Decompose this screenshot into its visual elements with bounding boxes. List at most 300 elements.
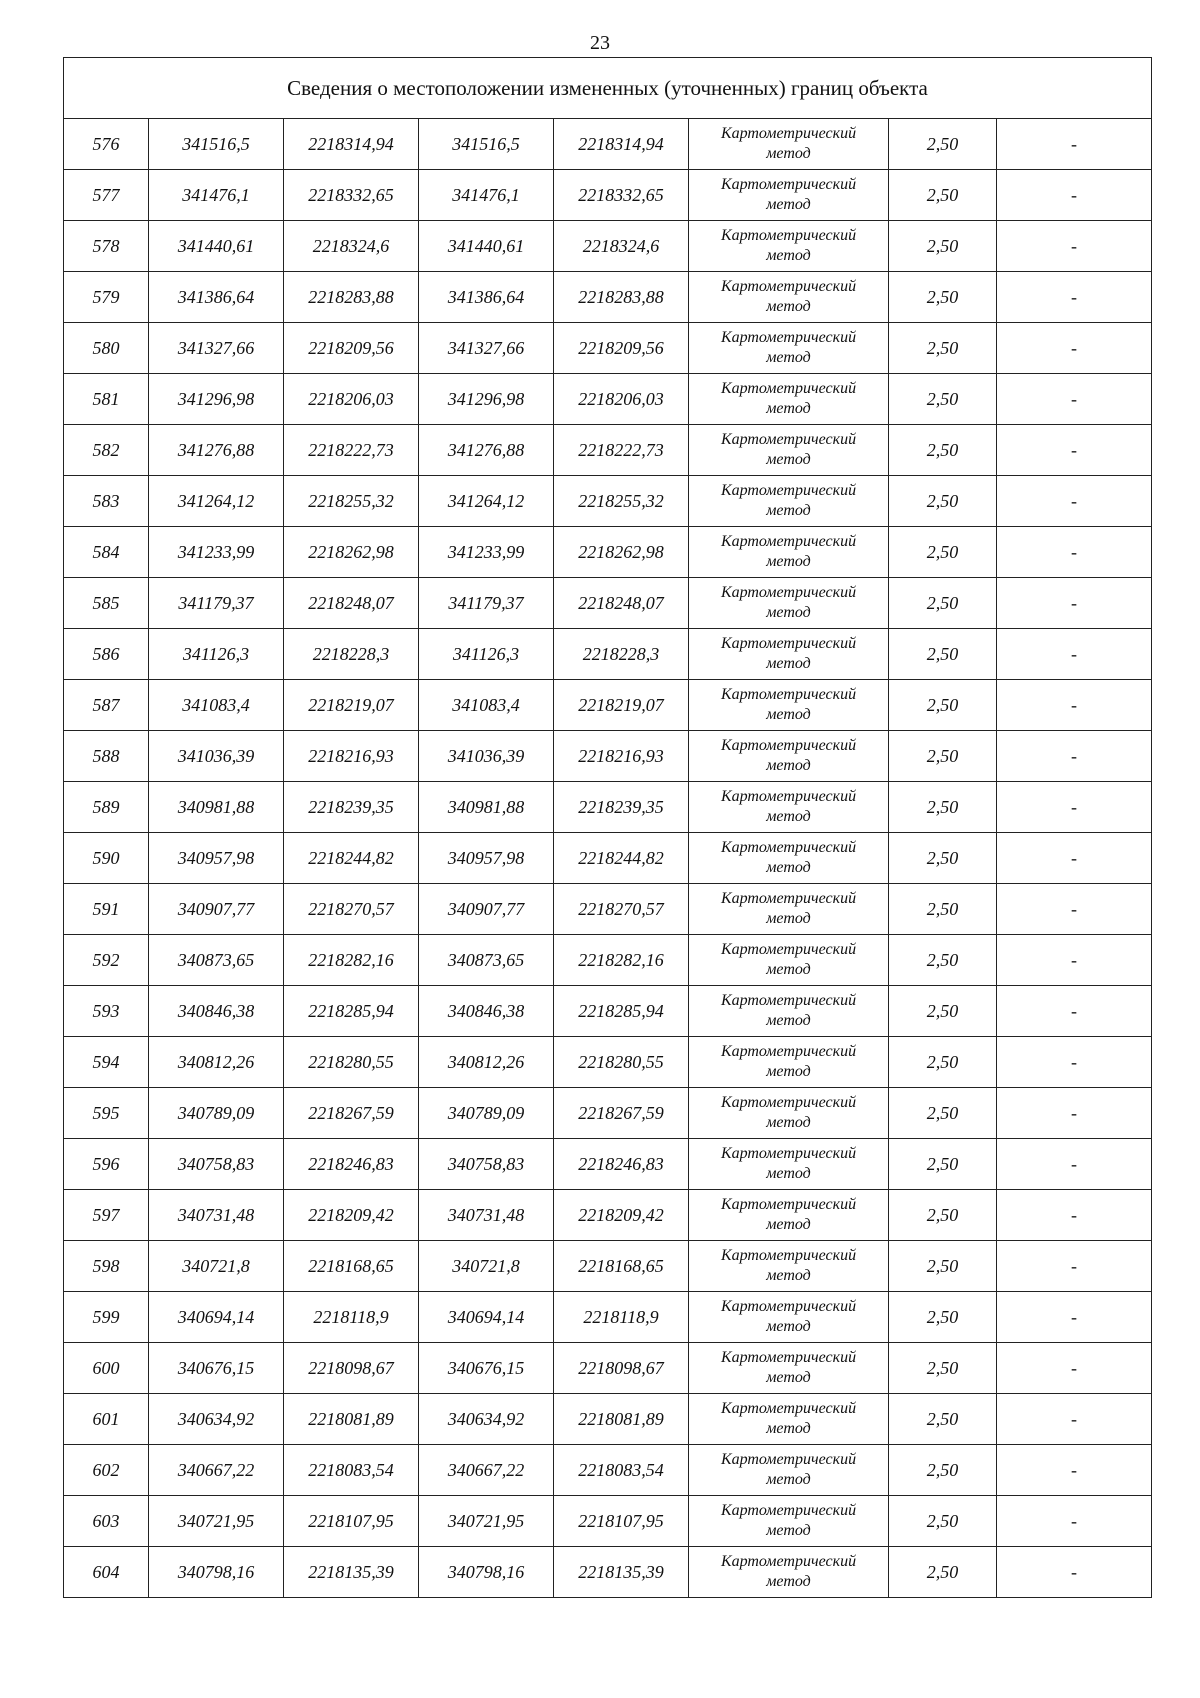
existing-x-cell: 340721,95 xyxy=(149,1496,284,1547)
refined-y-cell: 2218083,54 xyxy=(554,1445,689,1496)
point-number-cell: 578 xyxy=(64,221,149,272)
accuracy-cell: 2,50 xyxy=(889,1547,997,1598)
existing-y-cell: 2218206,03 xyxy=(284,374,419,425)
existing-y-cell: 2218083,54 xyxy=(284,1445,419,1496)
boundary-coordinates-table xyxy=(63,57,1152,1598)
method-line-1: Картометрический xyxy=(720,1349,857,1366)
point-number-cell: 602 xyxy=(64,1445,149,1496)
point-number-cell: 589 xyxy=(64,782,149,833)
method-line-2: метод xyxy=(766,655,811,672)
accuracy-cell: 2,50 xyxy=(889,629,997,680)
method-line-2: метод xyxy=(766,502,811,519)
method-line-2: метод xyxy=(766,808,811,825)
method-line-1: Картометрический xyxy=(720,380,857,397)
refined-x-cell: 341440,61 xyxy=(419,221,554,272)
table-row xyxy=(64,986,1152,1037)
method-line-1: Картометрический xyxy=(720,533,857,550)
refined-x-cell: 341036,39 xyxy=(419,731,554,782)
method-line-1: Картометрический xyxy=(720,125,857,142)
method-line-1: Картометрический xyxy=(720,1400,857,1417)
method-cell xyxy=(689,272,889,323)
existing-x-cell: 341083,4 xyxy=(149,680,284,731)
refined-y-cell: 2218255,32 xyxy=(554,476,689,527)
refined-y-cell: 2218135,39 xyxy=(554,1547,689,1598)
accuracy-cell: 2,50 xyxy=(889,833,997,884)
accuracy-cell: 2,50 xyxy=(889,986,997,1037)
point-number-cell: 586 xyxy=(64,629,149,680)
refined-x-cell: 341126,3 xyxy=(419,629,554,680)
table-row xyxy=(64,374,1152,425)
existing-y-cell: 2218107,95 xyxy=(284,1496,419,1547)
table-row xyxy=(64,1547,1152,1598)
method-cell xyxy=(689,731,889,782)
table-row xyxy=(64,578,1152,629)
accuracy-cell: 2,50 xyxy=(889,731,997,782)
method-line-2: метод xyxy=(766,910,811,927)
existing-x-cell: 340676,15 xyxy=(149,1343,284,1394)
refined-y-cell: 2218209,56 xyxy=(554,323,689,374)
method-line-2: метод xyxy=(766,1063,811,1080)
method-line-2: метод xyxy=(766,1420,811,1437)
method-cell xyxy=(689,986,889,1037)
refined-x-cell: 341296,98 xyxy=(419,374,554,425)
method-cell xyxy=(689,119,889,170)
method-line-1: Картометрический xyxy=(720,1451,857,1468)
table-row xyxy=(64,1088,1152,1139)
point-number-cell: 581 xyxy=(64,374,149,425)
description-cell: - xyxy=(997,1496,1152,1547)
existing-x-cell: 340789,09 xyxy=(149,1088,284,1139)
method-line-2: метод xyxy=(766,757,811,774)
description-cell: - xyxy=(997,1190,1152,1241)
method-cell xyxy=(689,833,889,884)
refined-x-cell: 340667,22 xyxy=(419,1445,554,1496)
refined-x-cell: 341327,66 xyxy=(419,323,554,374)
refined-y-cell: 2218285,94 xyxy=(554,986,689,1037)
description-cell: - xyxy=(997,1445,1152,1496)
accuracy-cell: 2,50 xyxy=(889,1241,997,1292)
existing-y-cell: 2218244,82 xyxy=(284,833,419,884)
method-cell xyxy=(689,1139,889,1190)
method-cell xyxy=(689,1394,889,1445)
table-row xyxy=(64,1394,1152,1445)
refined-x-cell: 340634,92 xyxy=(419,1394,554,1445)
method-line-2: метод xyxy=(766,1369,811,1386)
method-cell xyxy=(689,1241,889,1292)
existing-x-cell: 341036,39 xyxy=(149,731,284,782)
accuracy-cell: 2,50 xyxy=(889,1190,997,1241)
existing-y-cell: 2218332,65 xyxy=(284,170,419,221)
point-number-cell: 580 xyxy=(64,323,149,374)
existing-x-cell: 341516,5 xyxy=(149,119,284,170)
table-row xyxy=(64,629,1152,680)
method-line-2: метод xyxy=(766,1114,811,1131)
refined-y-cell: 2218081,89 xyxy=(554,1394,689,1445)
refined-x-cell: 341179,37 xyxy=(419,578,554,629)
method-line-2: метод xyxy=(766,1318,811,1335)
point-number-cell: 594 xyxy=(64,1037,149,1088)
accuracy-cell: 2,50 xyxy=(889,476,997,527)
description-cell: - xyxy=(997,833,1152,884)
description-cell: - xyxy=(997,527,1152,578)
method-line-2: метод xyxy=(766,196,811,213)
method-line-2: метод xyxy=(766,247,811,264)
existing-x-cell: 341264,12 xyxy=(149,476,284,527)
existing-y-cell: 2218239,35 xyxy=(284,782,419,833)
refined-y-cell: 2218244,82 xyxy=(554,833,689,884)
refined-x-cell: 340694,14 xyxy=(419,1292,554,1343)
refined-x-cell: 341476,1 xyxy=(419,170,554,221)
table-row xyxy=(64,527,1152,578)
method-cell xyxy=(689,1343,889,1394)
existing-y-cell: 2218262,98 xyxy=(284,527,419,578)
refined-x-cell: 341276,88 xyxy=(419,425,554,476)
method-cell xyxy=(689,221,889,272)
accuracy-cell: 2,50 xyxy=(889,272,997,323)
refined-x-cell: 341264,12 xyxy=(419,476,554,527)
table-row xyxy=(64,476,1152,527)
point-number-cell: 599 xyxy=(64,1292,149,1343)
existing-x-cell: 341327,66 xyxy=(149,323,284,374)
existing-x-cell: 340873,65 xyxy=(149,935,284,986)
table-caption: Сведения о местоположении измененных (уточненных) границ объекта xyxy=(64,58,1152,119)
point-number-cell: 603 xyxy=(64,1496,149,1547)
method-line-2: метод xyxy=(766,451,811,468)
existing-x-cell: 341476,1 xyxy=(149,170,284,221)
table-row xyxy=(64,1292,1152,1343)
existing-x-cell: 340667,22 xyxy=(149,1445,284,1496)
table-row xyxy=(64,221,1152,272)
refined-x-cell: 341233,99 xyxy=(419,527,554,578)
existing-y-cell: 2218324,6 xyxy=(284,221,419,272)
refined-x-cell: 341386,64 xyxy=(419,272,554,323)
refined-y-cell: 2218228,3 xyxy=(554,629,689,680)
method-line-2: метод xyxy=(766,1573,811,1590)
point-number-cell: 598 xyxy=(64,1241,149,1292)
method-line-2: метод xyxy=(766,553,811,570)
point-number-cell: 585 xyxy=(64,578,149,629)
existing-x-cell: 340957,98 xyxy=(149,833,284,884)
existing-x-cell: 341276,88 xyxy=(149,425,284,476)
table-row xyxy=(64,1343,1152,1394)
description-cell: - xyxy=(997,1292,1152,1343)
method-line-1: Картометрический xyxy=(720,890,857,907)
table-row xyxy=(64,119,1152,170)
refined-y-cell: 2218324,6 xyxy=(554,221,689,272)
existing-y-cell: 2218280,55 xyxy=(284,1037,419,1088)
refined-y-cell: 2218206,03 xyxy=(554,374,689,425)
accuracy-cell: 2,50 xyxy=(889,680,997,731)
existing-x-cell: 340758,83 xyxy=(149,1139,284,1190)
description-cell: - xyxy=(997,1394,1152,1445)
point-number-cell: 595 xyxy=(64,1088,149,1139)
accuracy-cell: 2,50 xyxy=(889,935,997,986)
method-line-1: Картометрический xyxy=(720,1043,857,1060)
refined-y-cell: 2218222,73 xyxy=(554,425,689,476)
existing-x-cell: 341126,3 xyxy=(149,629,284,680)
method-line-1: Картометрический xyxy=(720,686,857,703)
accuracy-cell: 2,50 xyxy=(889,1088,997,1139)
existing-y-cell: 2218135,39 xyxy=(284,1547,419,1598)
refined-x-cell: 340981,88 xyxy=(419,782,554,833)
method-line-1: Картометрический xyxy=(720,788,857,805)
method-line-1: Картометрический xyxy=(720,839,857,856)
method-cell xyxy=(689,476,889,527)
accuracy-cell: 2,50 xyxy=(889,221,997,272)
method-line-1: Картометрический xyxy=(720,1298,857,1315)
method-line-2: метод xyxy=(766,706,811,723)
refined-y-cell: 2218216,93 xyxy=(554,731,689,782)
method-line-2: метод xyxy=(766,1216,811,1233)
table-row xyxy=(64,884,1152,935)
existing-x-cell: 340812,26 xyxy=(149,1037,284,1088)
existing-y-cell: 2218098,67 xyxy=(284,1343,419,1394)
refined-y-cell: 2218282,16 xyxy=(554,935,689,986)
method-line-1: Картометрический xyxy=(720,1247,857,1264)
method-cell xyxy=(689,527,889,578)
method-cell xyxy=(689,1037,889,1088)
accuracy-cell: 2,50 xyxy=(889,1445,997,1496)
description-cell: - xyxy=(997,221,1152,272)
refined-y-cell: 2218168,65 xyxy=(554,1241,689,1292)
method-cell xyxy=(689,884,889,935)
method-cell xyxy=(689,1445,889,1496)
existing-y-cell: 2218168,65 xyxy=(284,1241,419,1292)
existing-x-cell: 340907,77 xyxy=(149,884,284,935)
method-line-1: Картометрический xyxy=(720,737,857,754)
refined-y-cell: 2218262,98 xyxy=(554,527,689,578)
accuracy-cell: 2,50 xyxy=(889,425,997,476)
existing-x-cell: 340981,88 xyxy=(149,782,284,833)
point-number-cell: 601 xyxy=(64,1394,149,1445)
existing-x-cell: 340694,14 xyxy=(149,1292,284,1343)
point-number-cell: 590 xyxy=(64,833,149,884)
existing-x-cell: 341179,37 xyxy=(149,578,284,629)
existing-x-cell: 341233,99 xyxy=(149,527,284,578)
existing-y-cell: 2218255,32 xyxy=(284,476,419,527)
table-row xyxy=(64,323,1152,374)
method-line-2: метод xyxy=(766,400,811,417)
method-line-1: Картометрический xyxy=(720,941,857,958)
point-number-cell: 604 xyxy=(64,1547,149,1598)
page-number: 23 xyxy=(590,32,610,54)
refined-y-cell: 2218314,94 xyxy=(554,119,689,170)
method-cell xyxy=(689,1088,889,1139)
table-row xyxy=(64,1445,1152,1496)
description-cell: - xyxy=(997,170,1152,221)
refined-x-cell: 341516,5 xyxy=(419,119,554,170)
refined-x-cell: 340676,15 xyxy=(419,1343,554,1394)
description-cell: - xyxy=(997,119,1152,170)
refined-x-cell: 340907,77 xyxy=(419,884,554,935)
table-row xyxy=(64,833,1152,884)
description-cell: - xyxy=(997,1547,1152,1598)
description-cell: - xyxy=(997,1139,1152,1190)
accuracy-cell: 2,50 xyxy=(889,119,997,170)
refined-x-cell: 340957,98 xyxy=(419,833,554,884)
existing-y-cell: 2218228,3 xyxy=(284,629,419,680)
existing-y-cell: 2218216,93 xyxy=(284,731,419,782)
point-number-cell: 591 xyxy=(64,884,149,935)
description-cell: - xyxy=(997,1037,1152,1088)
existing-y-cell: 2218219,07 xyxy=(284,680,419,731)
method-cell xyxy=(689,680,889,731)
refined-y-cell: 2218280,55 xyxy=(554,1037,689,1088)
table-row xyxy=(64,1190,1152,1241)
existing-x-cell: 340731,48 xyxy=(149,1190,284,1241)
method-line-1: Картометрический xyxy=(720,1502,857,1519)
method-line-1: Картометрический xyxy=(720,992,857,1009)
description-cell: - xyxy=(997,1088,1152,1139)
description-cell: - xyxy=(997,425,1152,476)
refined-y-cell: 2218332,65 xyxy=(554,170,689,221)
description-cell: - xyxy=(997,629,1152,680)
point-number-cell: 592 xyxy=(64,935,149,986)
table-row xyxy=(64,782,1152,833)
method-cell xyxy=(689,1496,889,1547)
point-number-cell: 596 xyxy=(64,1139,149,1190)
method-cell xyxy=(689,935,889,986)
method-line-2: метод xyxy=(766,1165,811,1182)
description-cell: - xyxy=(997,374,1152,425)
refined-y-cell: 2218283,88 xyxy=(554,272,689,323)
table-row xyxy=(64,680,1152,731)
method-line-1: Картометрический xyxy=(720,278,857,295)
existing-x-cell: 340846,38 xyxy=(149,986,284,1037)
table-caption-row xyxy=(64,58,1152,119)
existing-y-cell: 2218270,57 xyxy=(284,884,419,935)
method-cell xyxy=(689,782,889,833)
refined-x-cell: 340721,95 xyxy=(419,1496,554,1547)
table-row xyxy=(64,425,1152,476)
method-line-2: метод xyxy=(766,1267,811,1284)
method-line-1: Картометрический xyxy=(720,176,857,193)
accuracy-cell: 2,50 xyxy=(889,1139,997,1190)
description-cell: - xyxy=(997,1241,1152,1292)
description-cell: - xyxy=(997,1343,1152,1394)
refined-y-cell: 2218107,95 xyxy=(554,1496,689,1547)
refined-y-cell: 2218246,83 xyxy=(554,1139,689,1190)
existing-y-cell: 2218222,73 xyxy=(284,425,419,476)
existing-y-cell: 2218285,94 xyxy=(284,986,419,1037)
description-cell: - xyxy=(997,782,1152,833)
description-cell: - xyxy=(997,884,1152,935)
table-row xyxy=(64,272,1152,323)
existing-y-cell: 2218283,88 xyxy=(284,272,419,323)
method-cell xyxy=(689,170,889,221)
point-number-cell: 588 xyxy=(64,731,149,782)
accuracy-cell: 2,50 xyxy=(889,170,997,221)
accuracy-cell: 2,50 xyxy=(889,374,997,425)
point-number-cell: 576 xyxy=(64,119,149,170)
method-line-1: Картометрический xyxy=(720,329,857,346)
accuracy-cell: 2,50 xyxy=(889,782,997,833)
table-row xyxy=(64,170,1152,221)
accuracy-cell: 2,50 xyxy=(889,1496,997,1547)
refined-y-cell: 2218239,35 xyxy=(554,782,689,833)
description-cell: - xyxy=(997,731,1152,782)
accuracy-cell: 2,50 xyxy=(889,1343,997,1394)
method-line-2: метод xyxy=(766,604,811,621)
existing-y-cell: 2218282,16 xyxy=(284,935,419,986)
description-cell: - xyxy=(997,476,1152,527)
method-line-1: Картометрический xyxy=(720,1094,857,1111)
description-cell: - xyxy=(997,680,1152,731)
description-cell: - xyxy=(997,935,1152,986)
point-number-cell: 600 xyxy=(64,1343,149,1394)
method-line-1: Картометрический xyxy=(720,1196,857,1213)
accuracy-cell: 2,50 xyxy=(889,527,997,578)
method-cell xyxy=(689,578,889,629)
method-cell xyxy=(689,425,889,476)
method-line-1: Картометрический xyxy=(720,431,857,448)
refined-x-cell: 341083,4 xyxy=(419,680,554,731)
method-line-2: метод xyxy=(766,1012,811,1029)
existing-y-cell: 2218248,07 xyxy=(284,578,419,629)
refined-y-cell: 2218248,07 xyxy=(554,578,689,629)
method-cell xyxy=(689,1292,889,1343)
table-row xyxy=(64,731,1152,782)
existing-x-cell: 341440,61 xyxy=(149,221,284,272)
method-line-1: Картометрический xyxy=(720,1553,857,1570)
existing-y-cell: 2218118,9 xyxy=(284,1292,419,1343)
method-cell xyxy=(689,629,889,680)
refined-y-cell: 2218219,07 xyxy=(554,680,689,731)
method-line-1: Картометрический xyxy=(720,1145,857,1162)
existing-x-cell: 340721,8 xyxy=(149,1241,284,1292)
method-line-1: Картометрический xyxy=(720,482,857,499)
refined-x-cell: 340731,48 xyxy=(419,1190,554,1241)
refined-x-cell: 340812,26 xyxy=(419,1037,554,1088)
point-number-cell: 593 xyxy=(64,986,149,1037)
method-cell xyxy=(689,323,889,374)
table-row xyxy=(64,1139,1152,1190)
point-number-cell: 584 xyxy=(64,527,149,578)
method-line-2: метод xyxy=(766,961,811,978)
method-line-2: метод xyxy=(766,1471,811,1488)
refined-x-cell: 340758,83 xyxy=(419,1139,554,1190)
method-cell xyxy=(689,1190,889,1241)
point-number-cell: 587 xyxy=(64,680,149,731)
method-cell xyxy=(689,1547,889,1598)
accuracy-cell: 2,50 xyxy=(889,1037,997,1088)
table-row xyxy=(64,1241,1152,1292)
method-line-2: метод xyxy=(766,859,811,876)
existing-x-cell: 341296,98 xyxy=(149,374,284,425)
existing-y-cell: 2218246,83 xyxy=(284,1139,419,1190)
method-line-1: Картометрический xyxy=(720,635,857,652)
method-line-2: метод xyxy=(766,145,811,162)
point-number-cell: 582 xyxy=(64,425,149,476)
refined-y-cell: 2218267,59 xyxy=(554,1088,689,1139)
accuracy-cell: 2,50 xyxy=(889,578,997,629)
method-line-2: метод xyxy=(766,298,811,315)
description-cell: - xyxy=(997,272,1152,323)
method-line-2: метод xyxy=(766,349,811,366)
refined-y-cell: 2218118,9 xyxy=(554,1292,689,1343)
existing-y-cell: 2218209,56 xyxy=(284,323,419,374)
method-line-1: Картометрический xyxy=(720,584,857,601)
method-line-2: метод xyxy=(766,1522,811,1539)
refined-y-cell: 2218270,57 xyxy=(554,884,689,935)
table-row xyxy=(64,1496,1152,1547)
point-number-cell: 583 xyxy=(64,476,149,527)
accuracy-cell: 2,50 xyxy=(889,323,997,374)
accuracy-cell: 2,50 xyxy=(889,1292,997,1343)
existing-y-cell: 2218081,89 xyxy=(284,1394,419,1445)
table-row xyxy=(64,1037,1152,1088)
existing-x-cell: 340634,92 xyxy=(149,1394,284,1445)
